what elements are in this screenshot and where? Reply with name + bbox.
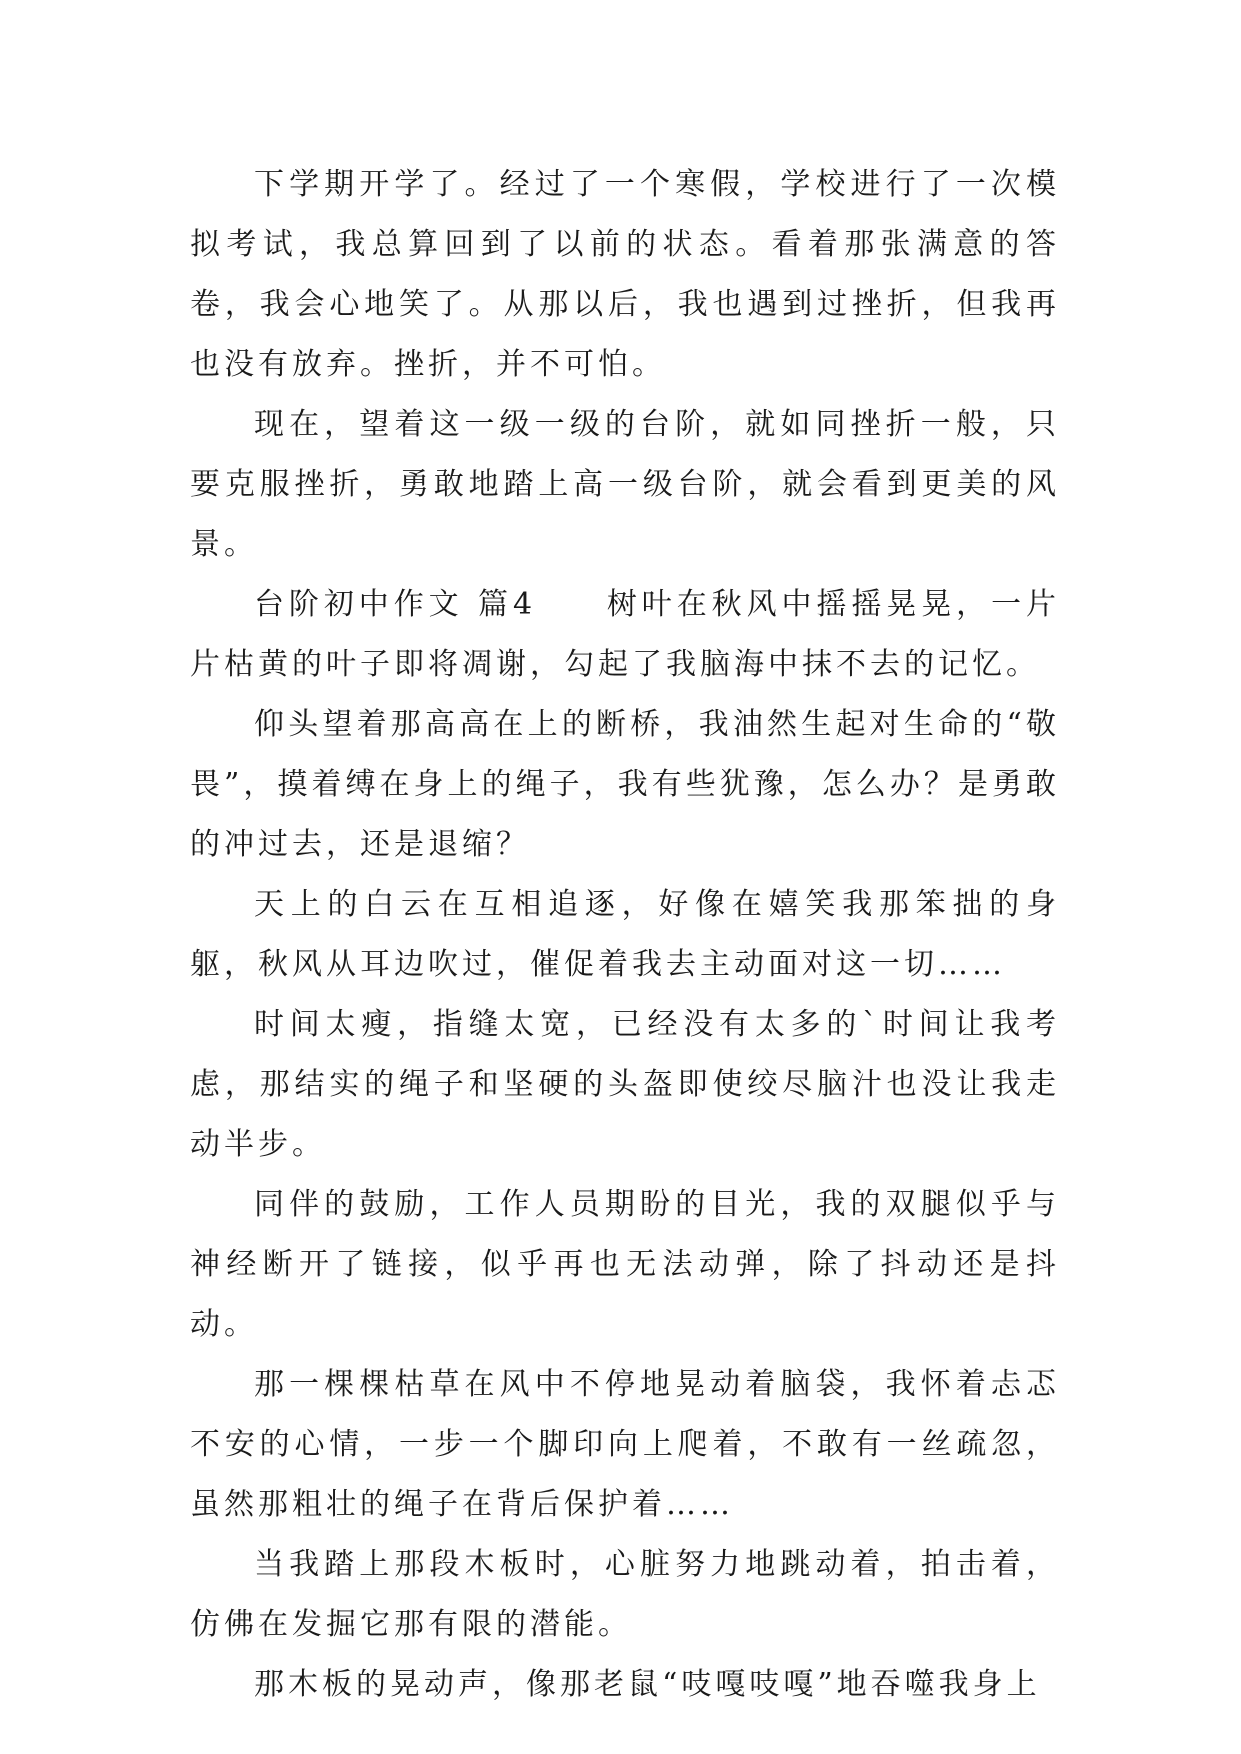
- paragraph: 现在，望着这一级一级的台阶，就如同挫折一般，只要克服挫折，勇敢地踏上高一级台阶，就会看到更美的风景。: [190, 407, 1060, 562]
- paragraph: 那木板的晃动声，像那老鼠“吱嘎吱嘎”地吞噬我身上: [254, 1667, 1041, 1702]
- paragraph: 下学期开学了。经过了一个寒假，学校进行了一次模拟考试，我总算回到了以前的状态。看着那张满意的答卷，我会心地笑了。从那以后，我也遇到过挫折，但我再也没有放弃。挫折，并不可怕。: [190, 167, 1060, 382]
- paragraph: 时间太瘦，指缝太宽，已经没有太多的`时间让我考虑，那结实的绳子和坚硬的头盔即使绞尽脑汁也没让我走动半步。: [190, 1007, 1060, 1162]
- paragraph: 仰头望着那高高在上的断桥，我油然生起对生命的“敬畏”，摸着缚在身上的绳子，我有些犹豫，怎么办？是勇敢的冲过去，还是退缩？: [190, 707, 1060, 862]
- paragraph: 天上的白云在互相追逐，好像在嬉笑我那笨拙的身躯，秋风从耳边吹过，催促着我去主动面对这一切……: [190, 887, 1060, 982]
- paragraph: 那一棵棵枯草在风中不停地晃动着脑袋，我怀着忐忑不安的心情，一步一个脚印向上爬着，不敢有一丝疏忽，虽然那粗壮的绳子在背后保护着……: [190, 1367, 1060, 1522]
- paragraph: 同伴的鼓励，工作人员期盼的目光，我的双腿似乎与神经断开了链接，似乎再也无法动弹，除了抖动还是抖动。: [190, 1187, 1060, 1342]
- document-body: [190, 155, 1060, 1715]
- paragraph: 台阶初中作文 篇4 树叶在秋风中摇摇晃晃，一片片枯黄的叶子即将凋谢，勾起了我脑海中抹不去的记忆。: [190, 587, 1060, 682]
- paragraph: 当我踏上那段木板时，心脏努力地跳动着，拍击着，仿佛在发掘它那有限的潜能。: [190, 1547, 1060, 1642]
